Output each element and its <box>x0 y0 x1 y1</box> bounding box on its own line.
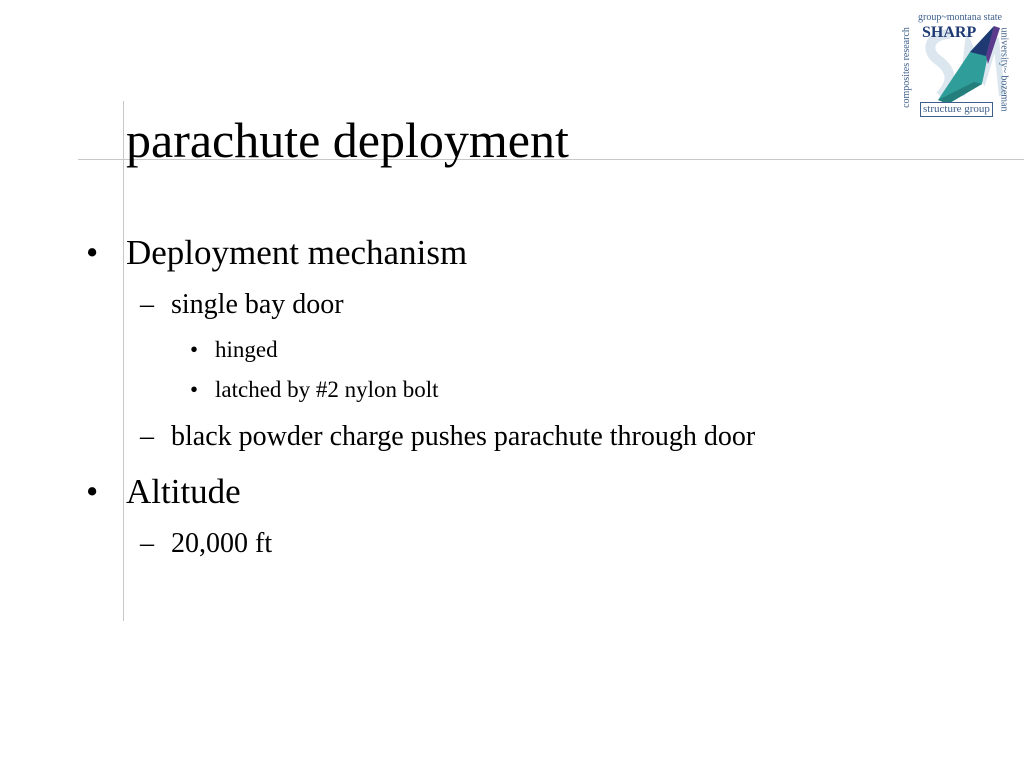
logo-right-text: university~ bozeman <box>998 27 1010 112</box>
logo-left-text: composites research <box>900 27 912 108</box>
bullet-marker: • <box>86 233 99 272</box>
dash-marker: – <box>140 421 154 452</box>
sub-sub-bullet-text: latched by #2 nylon bolt <box>215 377 439 402</box>
slide-title: parachute deployment <box>126 112 569 168</box>
logo-bottom-text: structure group <box>920 102 993 117</box>
bullet-text: Altitude <box>126 472 241 511</box>
sub-sub-bullet-text: hinged <box>215 337 278 362</box>
sub-bullet-text: 20,000 ft <box>171 528 273 559</box>
sub-bullet-text: black powder charge pushes parachute through door <box>171 421 756 452</box>
bullet-marker: • <box>86 472 99 511</box>
bullet-marker: • <box>190 337 199 362</box>
sharp-logo <box>900 12 1014 118</box>
logo-top-text: group~montana state <box>918 12 1002 23</box>
sub-bullet-text: single bay door <box>171 289 344 320</box>
dash-marker: – <box>140 289 154 320</box>
bullet-marker: • <box>190 377 199 402</box>
logo-brand: SHARP <box>922 24 977 41</box>
vertical-guide-line <box>123 101 124 621</box>
bullet-text: Deployment mechanism <box>126 233 468 272</box>
dash-marker: – <box>140 528 154 559</box>
